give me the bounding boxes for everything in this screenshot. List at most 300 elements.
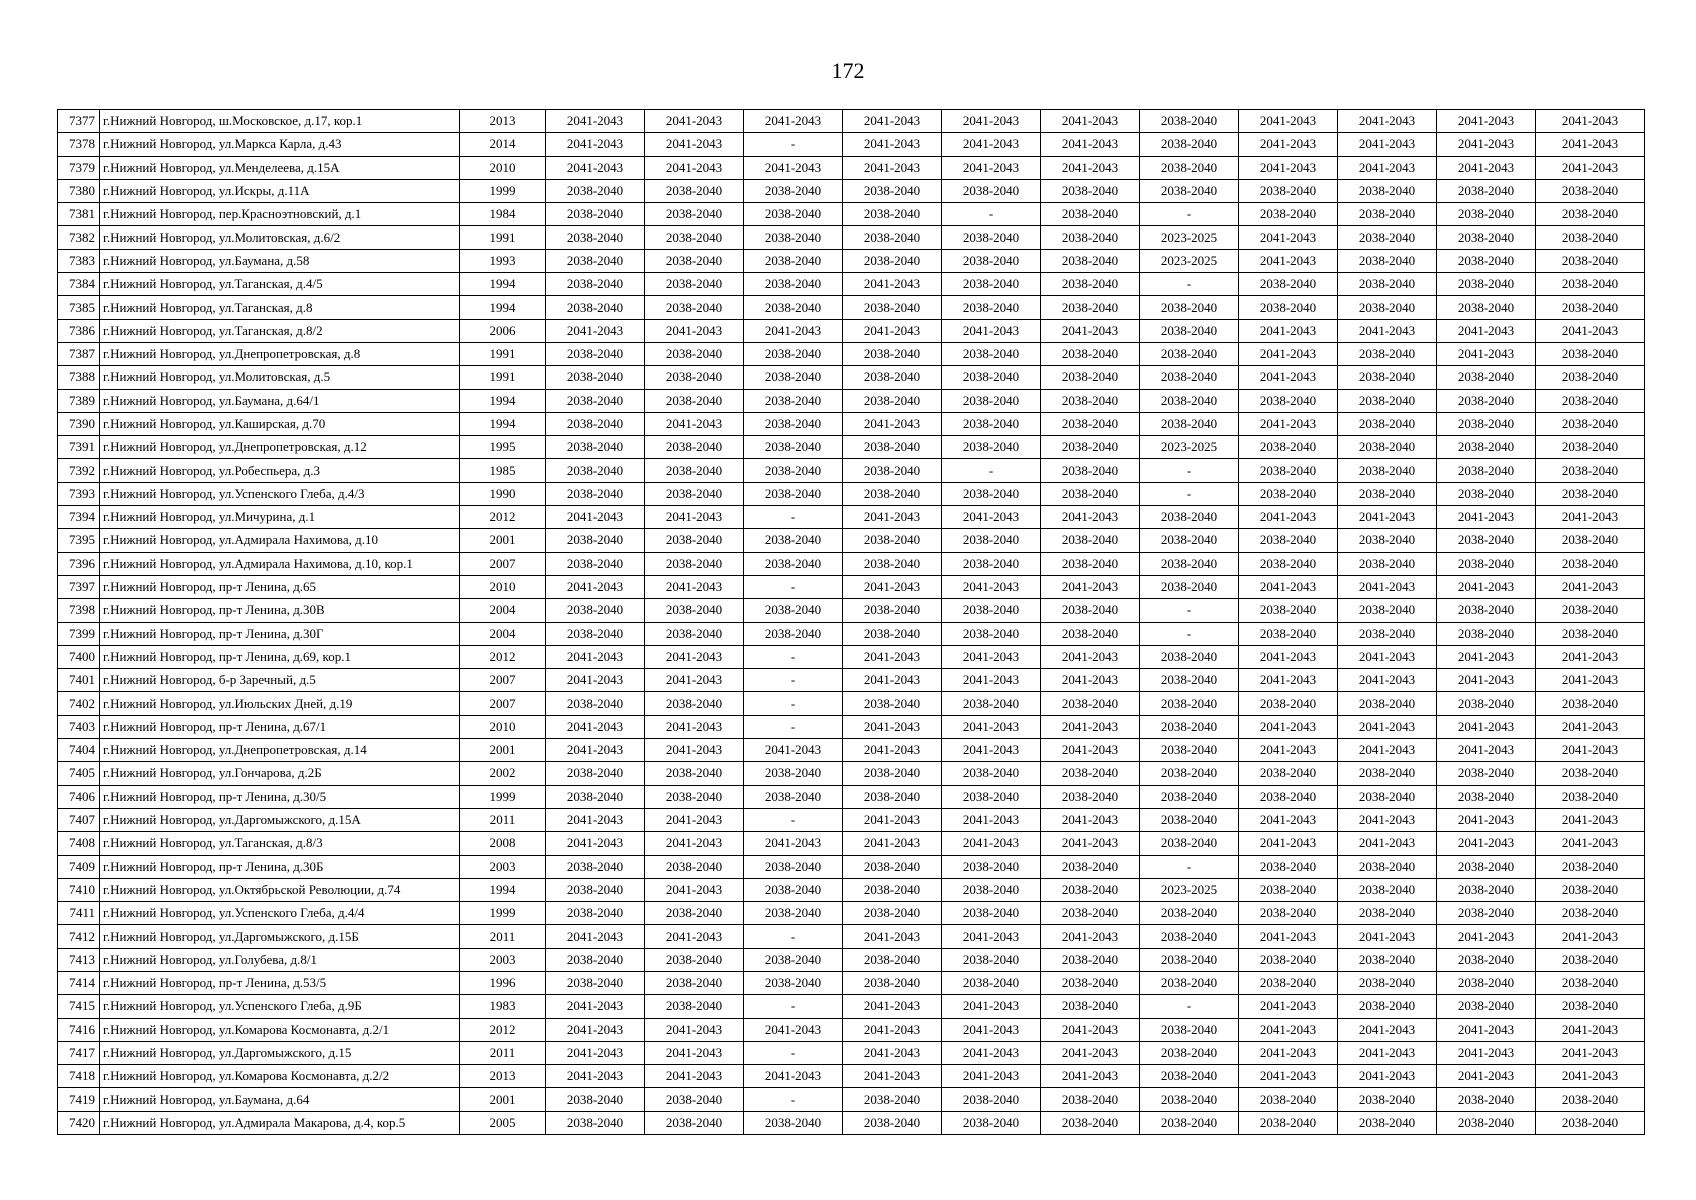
period-cell: 2038-2040 — [1536, 785, 1645, 808]
period-cell: 2038-2040 — [1338, 179, 1437, 202]
period-cell: 2038-2040 — [1338, 692, 1437, 715]
period-cell: 2038-2040 — [1041, 599, 1140, 622]
period-cell: 2038-2040 — [1140, 552, 1239, 575]
period-cell: 2038-2040 — [942, 342, 1041, 365]
table-row — [58, 342, 1645, 365]
period-cell: 2041-2043 — [546, 715, 645, 738]
period-cell: 2038-2040 — [1536, 1111, 1645, 1134]
period-cell: 2038-2040 — [843, 482, 942, 505]
build-year-cell: 2003 — [460, 855, 546, 878]
period-cell: 2038-2040 — [744, 552, 843, 575]
period-cell: 2041-2043 — [942, 995, 1041, 1018]
period-cell: 2038-2040 — [1536, 529, 1645, 552]
table-row — [58, 506, 1645, 529]
build-year-cell: 1999 — [460, 179, 546, 202]
period-cell: 2038-2040 — [744, 203, 843, 226]
period-cell: 2038-2040 — [744, 273, 843, 296]
address-cell: г.Нижний Новгород, пр-т Ленина, д.30Б — [100, 855, 460, 878]
period-cell: 2041-2043 — [1437, 133, 1536, 156]
period-cell: 2038-2040 — [744, 855, 843, 878]
period-cell: 2038-2040 — [1239, 482, 1338, 505]
period-cell: 2038-2040 — [1041, 855, 1140, 878]
period-cell: - — [744, 925, 843, 948]
period-cell: 2038-2040 — [843, 436, 942, 459]
period-cell: 2038-2040 — [744, 762, 843, 785]
period-cell: 2038-2040 — [843, 529, 942, 552]
period-cell: 2041-2043 — [942, 925, 1041, 948]
period-cell: 2038-2040 — [1140, 692, 1239, 715]
period-cell: 2038-2040 — [1437, 622, 1536, 645]
period-cell: 2038-2040 — [942, 599, 1041, 622]
period-cell: 2038-2040 — [1437, 1111, 1536, 1134]
address-cell: г.Нижний Новгород, ул.Успенского Глеба, д.4/4 — [100, 902, 460, 925]
row-number-cell: 7401 — [58, 669, 100, 692]
period-cell: 2041-2043 — [843, 575, 942, 598]
period-cell: 2038-2040 — [1536, 552, 1645, 575]
period-cell: 2038-2040 — [546, 855, 645, 878]
period-cell: 2038-2040 — [744, 482, 843, 505]
build-year-cell: 1993 — [460, 249, 546, 272]
row-number-cell: 7384 — [58, 273, 100, 296]
period-cell: 2038-2040 — [546, 1111, 645, 1134]
period-cell: 2041-2043 — [942, 506, 1041, 529]
build-year-cell: 2007 — [460, 552, 546, 575]
period-cell: 2038-2040 — [1338, 902, 1437, 925]
period-cell: 2038-2040 — [1536, 902, 1645, 925]
period-cell: 2041-2043 — [843, 832, 942, 855]
period-cell: 2038-2040 — [1140, 669, 1239, 692]
period-cell: - — [744, 1041, 843, 1064]
period-cell: 2038-2040 — [1239, 529, 1338, 552]
period-cell: 2038-2040 — [1041, 971, 1140, 994]
period-cell: - — [942, 203, 1041, 226]
period-cell: 2038-2040 — [546, 1088, 645, 1111]
address-cell: г.Нижний Новгород, ул.Днепропетровская, д.8 — [100, 342, 460, 365]
period-cell: 2041-2043 — [1239, 832, 1338, 855]
period-cell: 2038-2040 — [1338, 273, 1437, 296]
period-cell: 2041-2043 — [1437, 319, 1536, 342]
period-cell: 2041-2043 — [942, 319, 1041, 342]
period-cell: 2038-2040 — [1437, 971, 1536, 994]
build-year-cell: 2010 — [460, 156, 546, 179]
row-number-cell: 7391 — [58, 436, 100, 459]
period-cell: - — [1140, 459, 1239, 482]
period-cell: 2038-2040 — [942, 482, 1041, 505]
period-cell: 2041-2043 — [843, 156, 942, 179]
period-cell: 2038-2040 — [645, 459, 744, 482]
build-year-cell: 2012 — [460, 645, 546, 668]
table-row — [58, 692, 1645, 715]
period-cell: 2038-2040 — [942, 878, 1041, 901]
period-cell: 2038-2040 — [1338, 878, 1437, 901]
period-cell: 2041-2043 — [1437, 645, 1536, 668]
period-cell: 2038-2040 — [1437, 436, 1536, 459]
row-number-cell: 7412 — [58, 925, 100, 948]
period-cell: 2038-2040 — [1536, 622, 1645, 645]
period-cell: 2041-2043 — [1338, 645, 1437, 668]
address-cell: г.Нижний Новгород, ул.Таганская, д.8/3 — [100, 832, 460, 855]
period-cell: 2041-2043 — [1536, 156, 1645, 179]
period-cell: 2038-2040 — [744, 785, 843, 808]
address-cell: г.Нижний Новгород, ш.Московское, д.17, кор.1 — [100, 110, 460, 133]
period-cell: 2038-2040 — [744, 902, 843, 925]
period-cell: 2038-2040 — [1536, 855, 1645, 878]
period-cell: - — [744, 808, 843, 831]
row-number-cell: 7407 — [58, 808, 100, 831]
period-cell: 2038-2040 — [1140, 1065, 1239, 1088]
period-cell: 2041-2043 — [1338, 1041, 1437, 1064]
period-cell: 2041-2043 — [1239, 925, 1338, 948]
period-cell: 2038-2040 — [546, 179, 645, 202]
period-cell: 2038-2040 — [1437, 179, 1536, 202]
period-cell: 2041-2043 — [645, 319, 744, 342]
build-year-cell: 2011 — [460, 1041, 546, 1064]
period-cell: 2041-2043 — [1239, 342, 1338, 365]
period-cell: 2038-2040 — [645, 1111, 744, 1134]
period-cell: 2038-2040 — [843, 855, 942, 878]
period-cell: 2038-2040 — [1041, 273, 1140, 296]
period-cell: 2041-2043 — [645, 1018, 744, 1041]
period-cell: 2041-2043 — [1041, 156, 1140, 179]
period-cell: 2041-2043 — [645, 808, 744, 831]
period-cell: 2038-2040 — [546, 599, 645, 622]
period-cell: 2041-2043 — [744, 319, 843, 342]
period-cell: 2038-2040 — [1338, 995, 1437, 1018]
period-cell: 2041-2043 — [1437, 739, 1536, 762]
row-number-cell: 7381 — [58, 203, 100, 226]
period-cell: - — [1140, 855, 1239, 878]
row-number-cell: 7408 — [58, 832, 100, 855]
period-cell: 2041-2043 — [1437, 832, 1536, 855]
address-cell: г.Нижний Новгород, пр-т Ленина, д.65 — [100, 575, 460, 598]
period-cell: 2038-2040 — [1239, 1111, 1338, 1134]
table-row — [58, 622, 1645, 645]
period-cell: - — [1140, 273, 1239, 296]
period-cell: 2041-2043 — [1536, 110, 1645, 133]
period-cell: - — [1140, 482, 1239, 505]
period-cell: 2038-2040 — [1338, 412, 1437, 435]
period-cell: 2038-2040 — [1338, 482, 1437, 505]
period-cell: 2041-2043 — [843, 1018, 942, 1041]
period-cell: 2038-2040 — [942, 785, 1041, 808]
period-cell: 2041-2043 — [942, 1065, 1041, 1088]
table-row — [58, 273, 1645, 296]
period-cell: 2038-2040 — [1041, 412, 1140, 435]
row-number-cell: 7396 — [58, 552, 100, 575]
period-cell: 2038-2040 — [843, 459, 942, 482]
period-cell: 2038-2040 — [843, 179, 942, 202]
period-cell: 2038-2040 — [645, 482, 744, 505]
period-cell: 2041-2043 — [1437, 808, 1536, 831]
period-cell: 2041-2043 — [1338, 808, 1437, 831]
period-cell: 2023-2025 — [1140, 226, 1239, 249]
period-cell: 2023-2025 — [1140, 878, 1239, 901]
period-cell: 2038-2040 — [1239, 948, 1338, 971]
period-cell: 2041-2043 — [645, 1041, 744, 1064]
period-cell: 2041-2043 — [546, 110, 645, 133]
period-cell: 2041-2043 — [744, 1018, 843, 1041]
period-cell: 2041-2043 — [1437, 506, 1536, 529]
build-year-cell: 2001 — [460, 1088, 546, 1111]
period-cell: 2038-2040 — [1338, 529, 1437, 552]
period-cell: 2038-2040 — [1239, 762, 1338, 785]
period-cell: - — [1140, 599, 1239, 622]
period-cell: 2038-2040 — [1338, 342, 1437, 365]
address-cell: г.Нижний Новгород, ул.Баумана, д.58 — [100, 249, 460, 272]
period-cell: 2041-2043 — [645, 133, 744, 156]
period-cell: 2038-2040 — [1437, 412, 1536, 435]
table-row — [58, 436, 1645, 459]
build-year-cell: 2004 — [460, 599, 546, 622]
build-year-cell: 1984 — [460, 203, 546, 226]
period-cell: 2038-2040 — [1041, 436, 1140, 459]
address-cell: г.Нижний Новгород, ул.Днепропетровская, д.12 — [100, 436, 460, 459]
table-row — [58, 529, 1645, 552]
period-cell: 2041-2043 — [744, 739, 843, 762]
build-year-cell: 2004 — [460, 622, 546, 645]
period-cell: 2038-2040 — [1041, 459, 1140, 482]
period-cell: 2038-2040 — [546, 389, 645, 412]
period-cell: 2038-2040 — [1041, 366, 1140, 389]
period-cell: 2041-2043 — [546, 1065, 645, 1088]
table-row — [58, 133, 1645, 156]
period-cell: 2038-2040 — [1041, 1111, 1140, 1134]
period-cell: 2041-2043 — [645, 156, 744, 179]
period-cell: 2038-2040 — [942, 762, 1041, 785]
address-cell: г.Нижний Новгород, ул.Каширская, д.70 — [100, 412, 460, 435]
period-cell: 2038-2040 — [744, 948, 843, 971]
table-row — [58, 179, 1645, 202]
period-cell: 2038-2040 — [843, 1088, 942, 1111]
period-cell: 2041-2043 — [1041, 506, 1140, 529]
period-cell: 2041-2043 — [1437, 1065, 1536, 1088]
period-cell: 2038-2040 — [645, 599, 744, 622]
row-number-cell: 7404 — [58, 739, 100, 762]
period-cell: 2038-2040 — [1437, 226, 1536, 249]
period-cell: 2038-2040 — [1140, 575, 1239, 598]
period-cell: 2038-2040 — [1140, 389, 1239, 412]
table-row — [58, 389, 1645, 412]
row-number-cell: 7419 — [58, 1088, 100, 1111]
address-cell: г.Нижний Новгород, пр-т Ленина, д.53/5 — [100, 971, 460, 994]
table-row — [58, 366, 1645, 389]
period-cell: 2038-2040 — [1536, 366, 1645, 389]
period-cell: 2041-2043 — [1536, 1018, 1645, 1041]
period-cell: 2038-2040 — [645, 762, 744, 785]
table-row — [58, 552, 1645, 575]
period-cell: 2041-2043 — [546, 832, 645, 855]
period-cell: - — [744, 669, 843, 692]
build-year-cell: 2012 — [460, 506, 546, 529]
period-cell: 2038-2040 — [744, 296, 843, 319]
period-cell: 2038-2040 — [843, 552, 942, 575]
period-cell: 2038-2040 — [1536, 459, 1645, 482]
period-cell: 2041-2043 — [1239, 808, 1338, 831]
period-cell: 2041-2043 — [1536, 133, 1645, 156]
period-cell: 2038-2040 — [645, 995, 744, 1018]
period-cell: 2038-2040 — [546, 902, 645, 925]
period-cell: 2041-2043 — [1239, 319, 1338, 342]
period-cell: 2038-2040 — [1041, 902, 1140, 925]
period-cell: 2038-2040 — [942, 971, 1041, 994]
period-cell: - — [1140, 203, 1239, 226]
period-cell: 2041-2043 — [1338, 669, 1437, 692]
period-cell: 2038-2040 — [1140, 971, 1239, 994]
period-cell: 2041-2043 — [645, 506, 744, 529]
period-cell: 2038-2040 — [1041, 552, 1140, 575]
period-cell: 2038-2040 — [1338, 203, 1437, 226]
table-row — [58, 855, 1645, 878]
period-cell: 2038-2040 — [1536, 948, 1645, 971]
period-cell: 2041-2043 — [744, 156, 843, 179]
period-cell: 2041-2043 — [1338, 715, 1437, 738]
build-year-cell: 1999 — [460, 785, 546, 808]
build-year-cell: 2007 — [460, 669, 546, 692]
period-cell: 2038-2040 — [1239, 296, 1338, 319]
row-number-cell: 7395 — [58, 529, 100, 552]
period-cell: 2038-2040 — [1140, 925, 1239, 948]
row-number-cell: 7390 — [58, 412, 100, 435]
period-cell: 2041-2043 — [942, 832, 1041, 855]
period-cell: 2041-2043 — [546, 645, 645, 668]
table-row — [58, 319, 1645, 342]
period-cell: 2038-2040 — [744, 1111, 843, 1134]
row-number-cell: 7406 — [58, 785, 100, 808]
table-row — [58, 762, 1645, 785]
period-cell: 2041-2043 — [1536, 832, 1645, 855]
address-cell: г.Нижний Новгород, ул.Таганская, д.8/2 — [100, 319, 460, 342]
period-cell: 2038-2040 — [744, 342, 843, 365]
period-cell: 2038-2040 — [843, 342, 942, 365]
period-cell: 2038-2040 — [1338, 948, 1437, 971]
period-cell: 2041-2043 — [1536, 645, 1645, 668]
period-cell: 2041-2043 — [942, 808, 1041, 831]
period-cell: 2038-2040 — [843, 971, 942, 994]
period-cell: 2038-2040 — [1041, 249, 1140, 272]
build-year-cell: 1991 — [460, 342, 546, 365]
period-cell: 2041-2043 — [1041, 808, 1140, 831]
address-cell: г.Нижний Новгород, ул.Маркса Карла, д.43 — [100, 133, 460, 156]
period-cell: 2038-2040 — [1239, 203, 1338, 226]
table-row — [58, 948, 1645, 971]
period-cell: 2041-2043 — [843, 808, 942, 831]
period-cell: 2041-2043 — [1536, 739, 1645, 762]
address-cell: г.Нижний Новгород, ул.Таганская, д.8 — [100, 296, 460, 319]
period-cell: 2038-2040 — [1437, 692, 1536, 715]
row-number-cell: 7385 — [58, 296, 100, 319]
period-cell: 2038-2040 — [1041, 878, 1140, 901]
period-cell: 2038-2040 — [1140, 1088, 1239, 1111]
period-cell: 2038-2040 — [942, 855, 1041, 878]
period-cell: 2038-2040 — [1041, 762, 1140, 785]
period-cell: 2038-2040 — [1140, 156, 1239, 179]
period-cell: 2038-2040 — [1239, 971, 1338, 994]
period-cell: 2038-2040 — [744, 179, 843, 202]
period-cell: 2038-2040 — [1140, 110, 1239, 133]
period-cell: 2038-2040 — [645, 692, 744, 715]
table-row — [58, 1088, 1645, 1111]
period-cell: 2038-2040 — [1239, 1088, 1338, 1111]
period-cell: 2038-2040 — [1536, 971, 1645, 994]
period-cell: 2038-2040 — [645, 203, 744, 226]
period-cell: 2041-2043 — [546, 1041, 645, 1064]
build-year-cell: 2013 — [460, 1065, 546, 1088]
row-number-cell: 7389 — [58, 389, 100, 412]
build-year-cell: 2012 — [460, 1018, 546, 1041]
period-cell: 2038-2040 — [942, 1088, 1041, 1111]
period-cell: 2038-2040 — [1437, 389, 1536, 412]
period-cell: 2038-2040 — [942, 902, 1041, 925]
period-cell: - — [744, 692, 843, 715]
period-cell: 2038-2040 — [1437, 948, 1536, 971]
period-cell: 2038-2040 — [1239, 902, 1338, 925]
period-cell: 2041-2043 — [1437, 669, 1536, 692]
period-cell: 2038-2040 — [1536, 878, 1645, 901]
period-cell: 2038-2040 — [1239, 622, 1338, 645]
period-cell: 2041-2043 — [546, 739, 645, 762]
period-cell: 2038-2040 — [744, 459, 843, 482]
table-row — [58, 599, 1645, 622]
period-cell: 2038-2040 — [1437, 599, 1536, 622]
period-cell: 2038-2040 — [1338, 785, 1437, 808]
period-cell: 2038-2040 — [1041, 995, 1140, 1018]
address-cell: г.Нижний Новгород, ул.Гончарова, д.2Б — [100, 762, 460, 785]
period-cell: 2038-2040 — [1536, 995, 1645, 1018]
period-cell: 2041-2043 — [942, 156, 1041, 179]
build-year-cell: 1983 — [460, 995, 546, 1018]
period-cell: 2038-2040 — [1536, 389, 1645, 412]
table-row — [58, 482, 1645, 505]
period-cell: 2041-2043 — [1239, 995, 1338, 1018]
period-cell: 2038-2040 — [546, 622, 645, 645]
period-cell: 2041-2043 — [645, 715, 744, 738]
row-number-cell: 7378 — [58, 133, 100, 156]
row-number-cell: 7413 — [58, 948, 100, 971]
period-cell: 2038-2040 — [546, 529, 645, 552]
period-cell: 2038-2040 — [1041, 529, 1140, 552]
row-number-cell: 7382 — [58, 226, 100, 249]
period-cell: 2038-2040 — [546, 273, 645, 296]
period-cell: 2038-2040 — [1338, 366, 1437, 389]
period-cell: 2038-2040 — [744, 529, 843, 552]
period-cell: 2041-2043 — [1041, 1041, 1140, 1064]
period-cell: 2038-2040 — [1338, 855, 1437, 878]
period-cell: 2041-2043 — [1239, 1065, 1338, 1088]
period-cell: 2038-2040 — [744, 436, 843, 459]
address-cell: г.Нижний Новгород, ул.Таганская, д.4/5 — [100, 273, 460, 296]
build-year-cell: 2003 — [460, 948, 546, 971]
address-cell: г.Нижний Новгород, ул.Даргомыжского, д.15 — [100, 1041, 460, 1064]
table-row — [58, 1041, 1645, 1064]
row-number-cell: 7409 — [58, 855, 100, 878]
period-cell: 2038-2040 — [942, 948, 1041, 971]
period-cell: - — [942, 459, 1041, 482]
period-cell: 2038-2040 — [546, 482, 645, 505]
table-row — [58, 739, 1645, 762]
period-cell: 2038-2040 — [645, 296, 744, 319]
address-cell: г.Нижний Новгород, ул.Даргомыжского, д.15Б — [100, 925, 460, 948]
period-cell: 2041-2043 — [1338, 575, 1437, 598]
period-cell: 2038-2040 — [744, 878, 843, 901]
period-cell: 2041-2043 — [1239, 575, 1338, 598]
period-cell: 2041-2043 — [1041, 110, 1140, 133]
period-cell: 2038-2040 — [1536, 226, 1645, 249]
period-cell: 2041-2043 — [1338, 506, 1437, 529]
period-cell: 2038-2040 — [942, 1111, 1041, 1134]
period-cell: 2038-2040 — [1437, 366, 1536, 389]
period-cell: 2038-2040 — [1140, 645, 1239, 668]
period-cell: 2038-2040 — [942, 249, 1041, 272]
